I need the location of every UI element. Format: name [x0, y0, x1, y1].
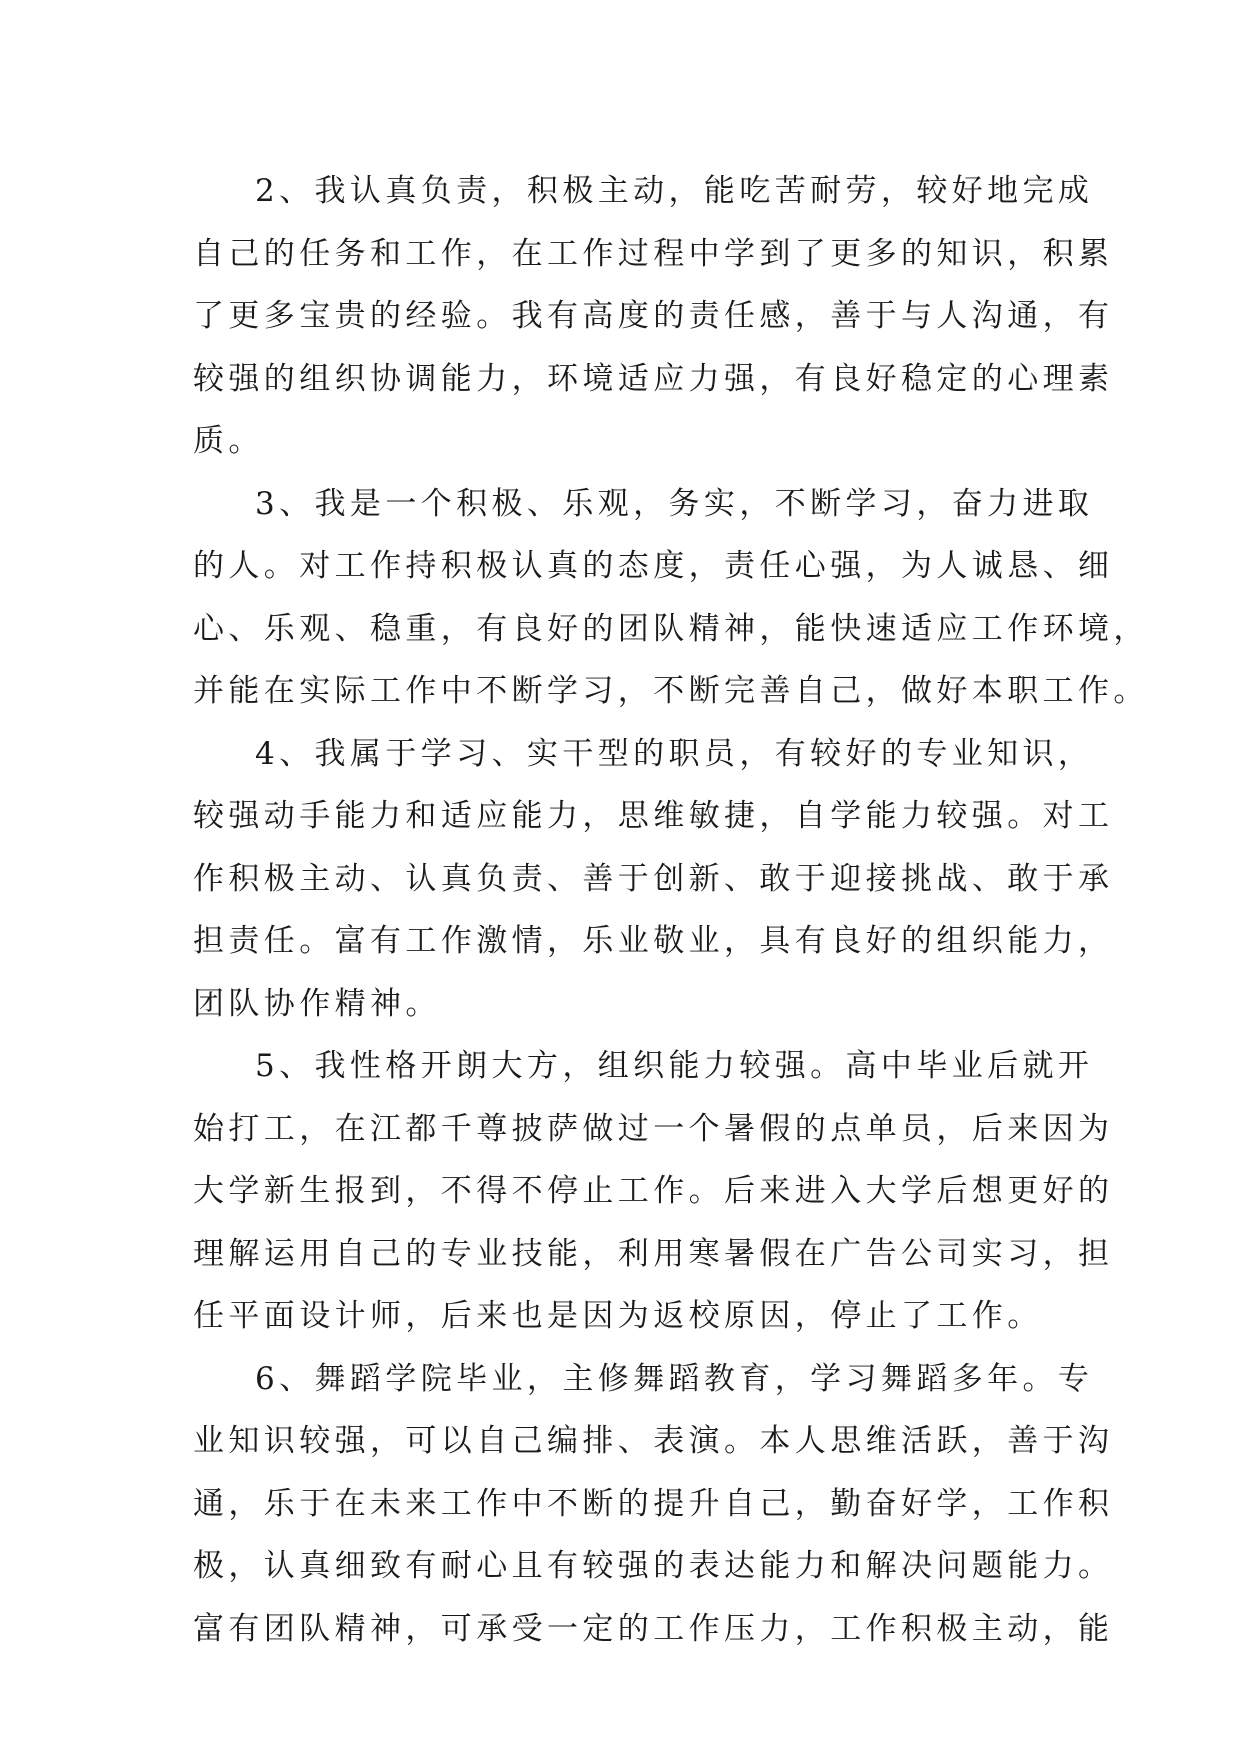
document-body: [193, 160, 1149, 1660]
paragraph-line: 通，乐于在未来工作中不断的提升自己，勤奋好学，工作积: [193, 1485, 1114, 1522]
paragraph-line: 5、我性格开朗大方，组织能力较强。高中毕业后就开: [255, 1048, 1094, 1084]
paragraph-line: 3、我是一个积极、乐观，务实，不断学习，奋力进取: [255, 485, 1094, 522]
paragraph-line: 自己的任务和工作，在工作过程中学到了更多的知识，积累: [193, 235, 1114, 272]
paragraph-line: 4、我属于学习、实干型的职员，有较好的专业知识，: [255, 735, 1094, 772]
paragraph-line: 的人。对工作持积极认真的态度，责任心强，为人诚恳、细: [193, 548, 1114, 584]
paragraph-line: 心、乐观、稳重，有良好的团队精神，能快速适应工作环境，: [193, 610, 1149, 647]
paragraph-line: 富有团队精神，可承受一定的工作压力，工作积极主动，能: [193, 1610, 1114, 1647]
paragraph-5: [193, 1035, 1114, 1348]
paragraph-line: 较强的组织协调能力，环境适应力强，有良好稳定的心理素: [193, 360, 1114, 397]
paragraph-line: 较强动手能力和适应能力，思维敏捷，自学能力较强。对工: [193, 798, 1114, 834]
paragraph-line: 大学新生报到，不得不停止工作。后来进入大学后想更好的: [193, 1173, 1114, 1209]
paragraph-line: 2、我认真负责，积极主动，能吃苦耐劳，较好地完成: [255, 173, 1094, 209]
paragraph-line: 了更多宝贵的经验。我有高度的责任感，善于与人沟通，有: [193, 298, 1114, 334]
paragraph-line: 质。: [193, 423, 264, 459]
paragraph-2: [193, 160, 1114, 473]
paragraph-line: 团队协作精神。: [193, 985, 441, 1022]
paragraph-line: 极，认真细致有耐心且有较强的表达能力和解决问题能力。: [193, 1548, 1114, 1584]
paragraph-line: 任平面设计师，后来也是因为返校原因，停止了工作。: [193, 1298, 1043, 1334]
paragraph-line: 理解运用自己的专业技能，利用寒暑假在广告公司实习，担: [193, 1235, 1114, 1272]
paragraph-6: [193, 1348, 1114, 1661]
paragraph-line: 担责任。富有工作激情，乐业敬业，具有良好的组织能力，: [193, 923, 1114, 959]
paragraph-3: [193, 473, 1149, 723]
paragraph-line: 作积极主动、认真负责、善于创新、敢于迎接挑战、敢于承: [193, 860, 1114, 897]
paragraph-line: 业知识较强，可以自己编排、表演。本人思维活跃，善于沟: [193, 1423, 1114, 1459]
paragraph-4: [193, 723, 1114, 1036]
paragraph-line: 6、舞蹈学院毕业，主修舞蹈教育，学习舞蹈多年。专: [255, 1360, 1094, 1397]
paragraph-line: 始打工，在江都千尊披萨做过一个暑假的点单员，后来因为: [193, 1110, 1114, 1147]
paragraph-line: 并能在实际工作中不断学习，不断完善自己，做好本职工作。: [193, 673, 1149, 709]
